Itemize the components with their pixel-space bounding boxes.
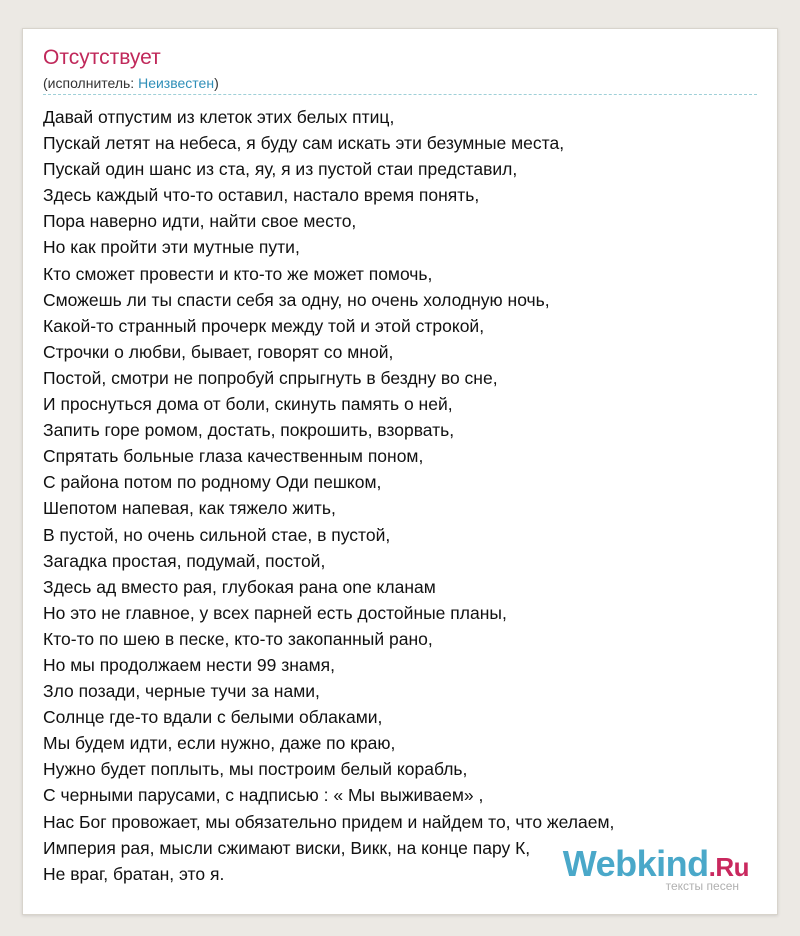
lyric-line: Пускай летят на небеса, я буду сам искать эти безумные места, bbox=[43, 133, 565, 154]
artist-line bbox=[43, 74, 219, 92]
lyric-line: Пора наверно идти, найти свое место, bbox=[43, 211, 357, 232]
lyric-line: Здесь каждый что-то оставил, настало время понять, bbox=[43, 185, 480, 206]
lyric-line: Шепотом напевая, как тяжело жить, bbox=[43, 498, 336, 519]
lyric-line: Здесь ад вместо рая, глубокая рана one кланам bbox=[43, 576, 436, 597]
lyric-line: И проснуться дома от боли, скинуть память о ней, bbox=[43, 394, 453, 415]
lyric-line: Кто-то по шею в песке, кто-то закопанный рано, bbox=[43, 628, 433, 649]
lyric-line: Спрятать больные глаза качественным поном, bbox=[43, 446, 424, 467]
lyric-line: Загадка простая, подумай, постой, bbox=[43, 550, 326, 571]
lyric-line: Империя рая, мысли сжимают виски, Викк, на конце пару К, bbox=[43, 837, 531, 858]
lyrics-text bbox=[43, 104, 763, 887]
lyric-line: Постой, смотри не попробуй спрыгнуть в бездну во сне, bbox=[43, 367, 498, 388]
webkind-logo[interactable] bbox=[549, 844, 749, 892]
artist-prefix: (исполнитель: bbox=[43, 75, 139, 91]
artist-suffix: ) bbox=[214, 75, 219, 91]
lyric-line: Запить горе ромом, достать, покрошить, взорвать, bbox=[43, 420, 455, 441]
brand-name-text: Webkind bbox=[562, 843, 709, 884]
lyric-line: Но как пройти эти мутные пути, bbox=[43, 237, 300, 258]
lyric-line: С черными парусами, с надписью : « Мы выживаем» , bbox=[43, 785, 484, 806]
lyric-line: Давай отпустим из клеток этих белых птиц, bbox=[43, 107, 395, 127]
lyric-line: Но мы продолжаем нести 99 знамя, bbox=[43, 654, 336, 675]
lyric-line: Нужно будет поплыть, мы построим белый корабль, bbox=[43, 759, 468, 780]
lyric-line: Какой-то странный прочерк между той и этой строкой, bbox=[43, 315, 485, 336]
lyric-line: Но это не главное, у всех парней есть достойные планы, bbox=[43, 602, 507, 623]
lyric-line: С района потом по родному Оди пешком, bbox=[43, 472, 382, 493]
lyric-line: Зло позади, черные тучи за нами, bbox=[43, 681, 320, 702]
lyric-line: Кто сможет провести и кто-то же может помочь, bbox=[43, 263, 433, 284]
artist-link[interactable]: Неизвестен bbox=[138, 75, 215, 91]
lyric-line: Пускай один шанс из ста, яу, я из пустой стаи представил, bbox=[43, 159, 518, 180]
lyric-line: Нас Бог провожает, мы обязательно придем и найдем то, что желаем, bbox=[43, 811, 615, 832]
lyric-line: Мы будем идти, если нужно, даже по краю, bbox=[43, 733, 396, 754]
lyric-line: В пустой, но очень сильной стае, в пустой, bbox=[43, 524, 391, 545]
brand-tld: .Ru bbox=[708, 852, 749, 882]
song-title: Отсутствует bbox=[43, 46, 161, 69]
lyric-line: Солнце где-то вдали с белыми облаками, bbox=[43, 707, 383, 728]
lyrics-card bbox=[22, 28, 778, 915]
title-divider bbox=[43, 94, 757, 95]
lyric-line: Не враг, братан, это я. bbox=[43, 863, 225, 884]
lyric-line: Сможешь ли ты спасти себя за одну, но очень холодную ночь, bbox=[43, 289, 550, 310]
lyric-line: Строчки о любви, бывает, говорят со мной, bbox=[43, 341, 394, 362]
brand-tagline: тексты песен bbox=[665, 879, 739, 893]
